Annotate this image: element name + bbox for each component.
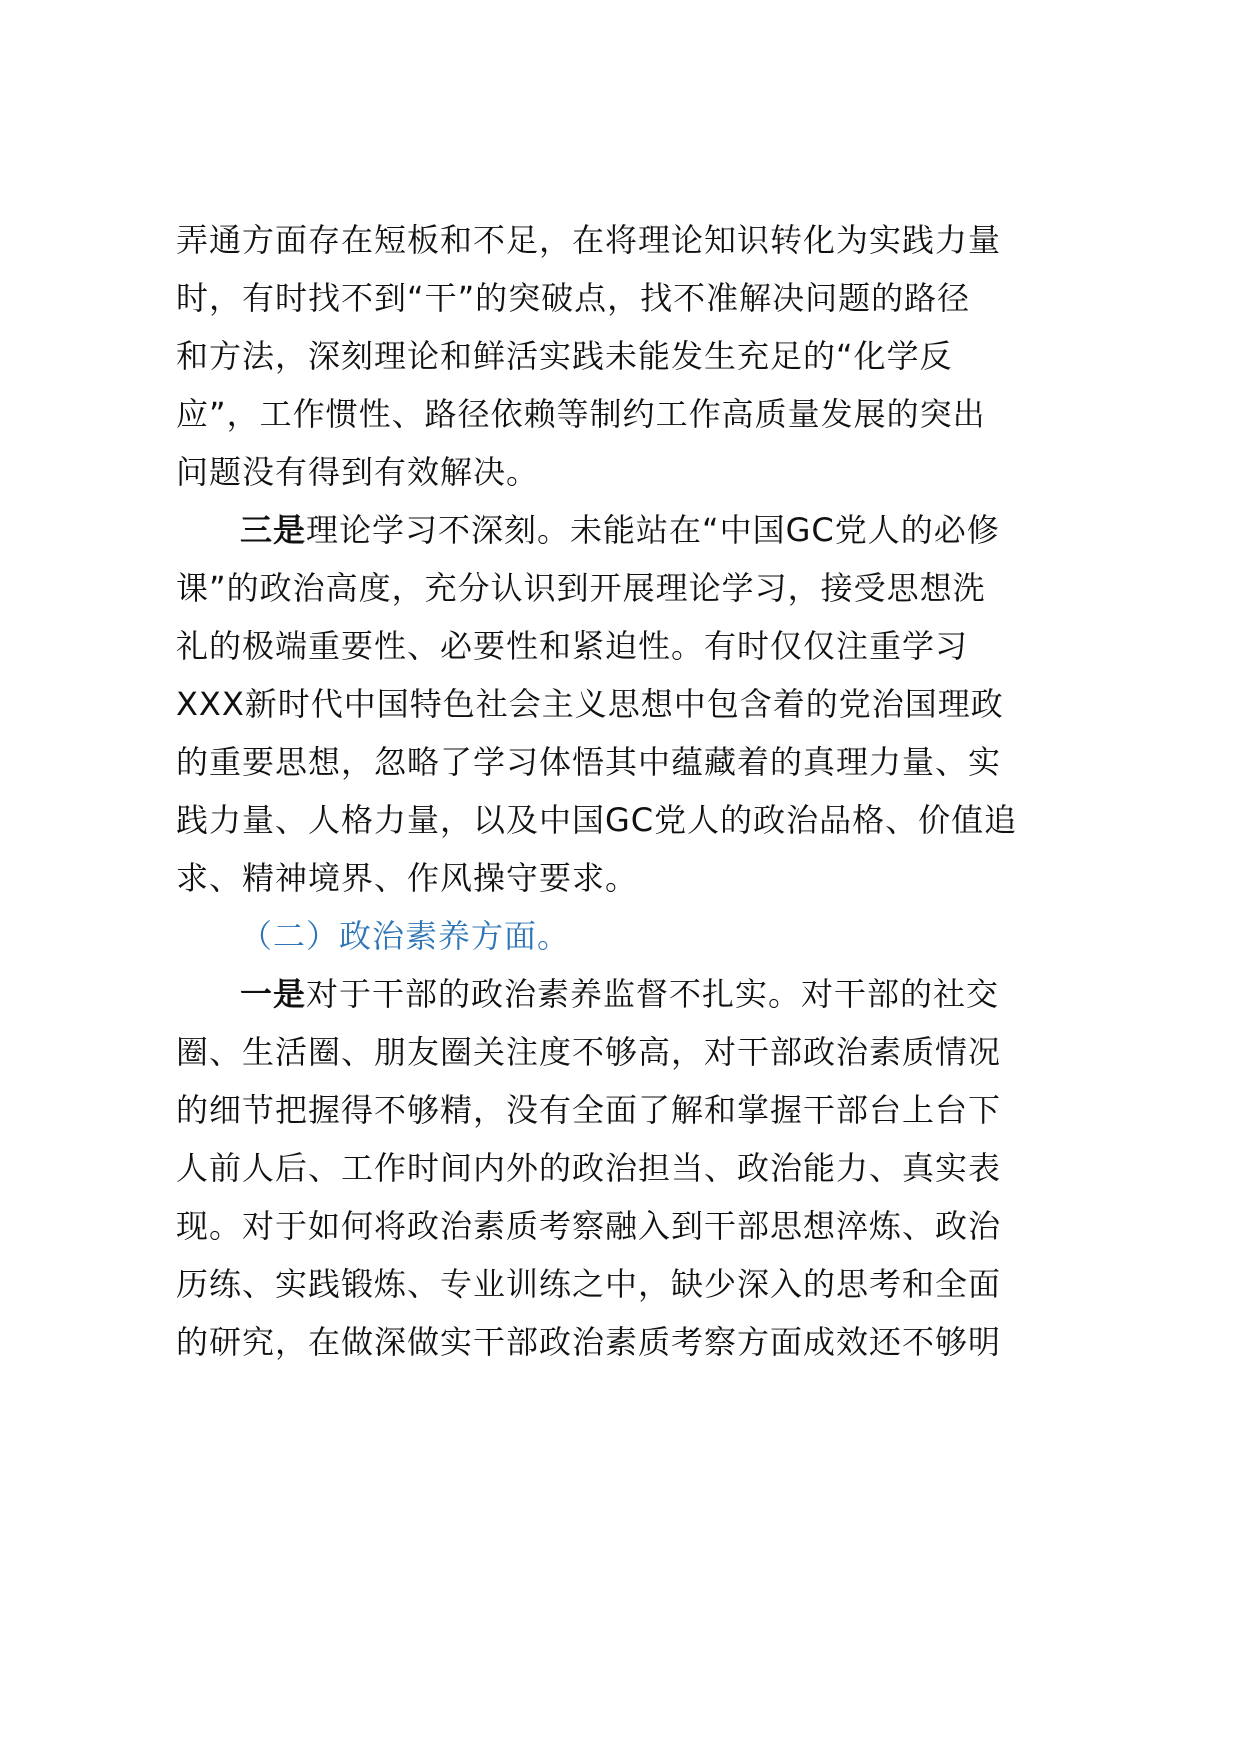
paragraph-3-line-3: 的细节把握得不够精，没有全面了解和掌握干部台上台下 [176, 1091, 1002, 1129]
paragraph-2-line-1-text: 理论学习不深刻。未能站在“中国GC党人的必修 [306, 511, 1000, 549]
paragraph-3-line-1-text: 对于干部的政治素养监督不扎实。对干部的社交 [306, 975, 1000, 1013]
paragraph-2-line-1 [240, 498, 1000, 562]
paragraph-2-line-6: 践力量、人格力量，以及中国GC党人的政治品格、价值追 [176, 801, 1018, 839]
paragraph-2-line-4: XXX新时代中国特色社会主义思想中包含着的党治国理政 [176, 685, 1004, 723]
paragraph-2-line-3: 礼的极端重要性、必要性和紧迫性。有时仅仅注重学习 [176, 627, 969, 665]
paragraph-2-line-5: 的重要思想，忽略了学习体悟其中蕴藏着的真理力量、实 [176, 743, 1002, 781]
paragraph-3-line-5: 现。对于如何将政治素质考察融入到干部思想淬炼、政治 [176, 1207, 1002, 1245]
paragraph-1-line-2: 时，有时找不到“干”的突破点，找不准解决问题的路径 [176, 279, 971, 317]
paragraph-1-line-1: 弄通方面存在短板和不足，在将理论知识转化为实践力量 [176, 221, 1002, 259]
paragraph-3-line-1 [240, 962, 999, 1026]
paragraph-3-line-2: 圈、生活圈、朋友圈关注度不够高，对干部政治素质情况 [176, 1033, 1002, 1071]
paragraph-3-line-7: 的研究，在做深做实干部政治素质考察方面成效还不够明 [176, 1323, 1002, 1361]
paragraph-1-line-5: 问题没有得到有效解决。 [176, 453, 540, 491]
paragraph-2-line-2: 课”的政治高度，充分认识到开展理论学习，接受思想洗 [176, 569, 986, 607]
paragraph-1-line-3: 和方法，深刻理论和鲜活实践未能发生充足的“化学反 [176, 337, 953, 375]
section-heading: （二）政治素养方面。 [240, 917, 571, 955]
paragraph-3-line-4: 人前人后、工作时间内外的政治担当、政治能力、真实表 [176, 1149, 1002, 1187]
paragraph-3-lead: 一是 [240, 975, 307, 1013]
paragraph-1-line-4: 应”，工作惯性、路径依赖等制约工作高质量发展的突出 [176, 395, 986, 433]
paragraph-3-line-6: 历练、实践锻炼、专业训练之中，缺少深入的思考和全面 [176, 1265, 1002, 1303]
paragraph-2-lead: 三是 [240, 511, 307, 549]
paragraph-2-line-7: 求、精神境界、作风操守要求。 [176, 859, 639, 897]
